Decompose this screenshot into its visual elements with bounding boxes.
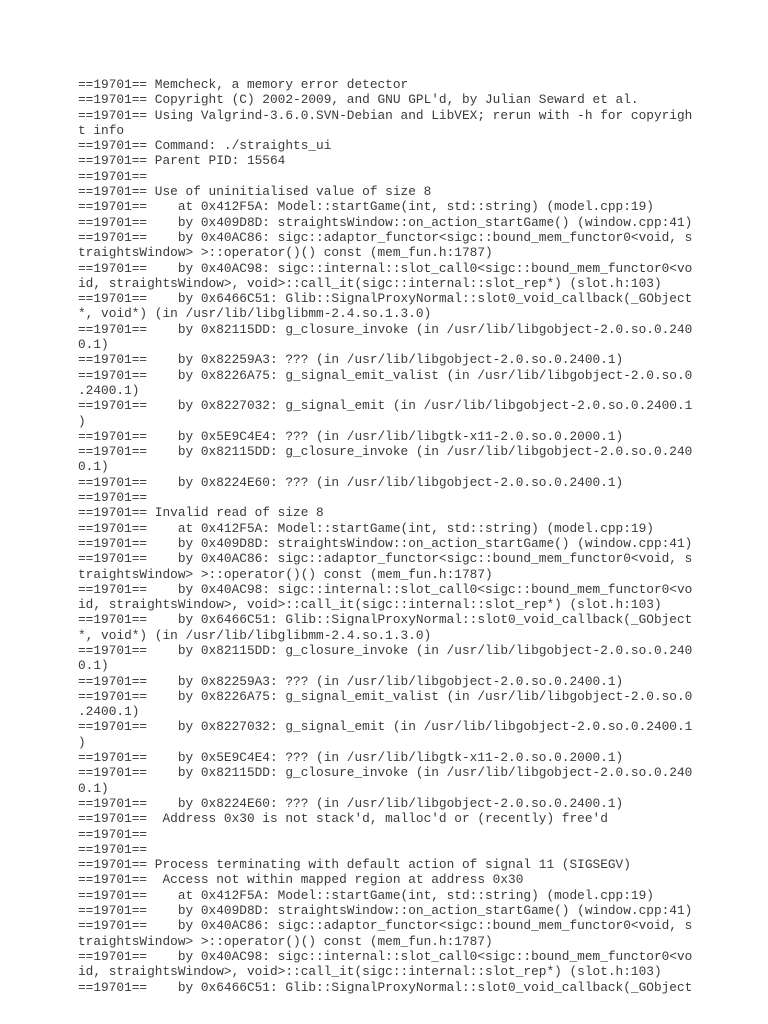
log-line: ==19701== Copyright (C) 2002-2009, and GNU GPL'd, by Julian Seward et al. [78,92,639,108]
log-line: traightsWindow> >::operator()() const (mem_fun.h:1787) [78,933,493,949]
log-line: ==19701== by 0x40AC86: sigc::adaptor_functor<sigc::bound_mem_functor0<void, s [78,229,693,245]
log-line: ==19701== by 0x6466C51: Glib::SignalProxyNormal::slot0_void_callback(_GObject [78,291,693,307]
log-line: ==19701== Address 0x30 is not stack'd, malloc'd or (recently) free'd [78,811,608,827]
log-line: id, straightsWindow>, void>::call_it(sigc::internal::slot_rep*) (slot.h:103) [78,964,662,980]
log-line: ==19701== by 0x6466C51: Glib::SignalProxyNormal::slot0_void_callback(_GObject [78,612,693,628]
log-line: ==19701== by 0x40AC98: sigc::internal::slot_call0<sigc::bound_mem_functor0<vo [78,260,693,276]
log-line: ==19701== at 0x412F5A: Model::startGame(int, std::string) (model.cpp:19) [78,520,654,536]
log-line: ==19701== Memcheck, a memory error detector [78,77,409,92]
log-line: ==19701== by 0x5E9C4E4: ??? (in /usr/lib/libgtk-x11-2.0.so.0.2000.1) [78,428,624,444]
log-line: ==19701== by 0x5E9C4E4: ??? (in /usr/lib/libgtk-x11-2.0.so.0.2000.1) [78,750,624,766]
log-line: ==19701== [78,841,148,857]
log-line: t info [78,122,125,138]
log-line: ==19701== by 0x409D8D: straightsWindow::on_action_startGame() (window.cpp:41) [78,903,693,919]
log-line: 0.1) [78,780,109,796]
log-line: *, void*) (in /usr/lib/libglibmm-2.4.so.1.3.0) [78,306,432,322]
log-line: ==19701== by 0x82259A3: ??? (in /usr/lib/libgobject-2.0.so.0.2400.1) [78,352,624,368]
log-line: 0.1) [78,337,109,353]
log-line: ==19701== by 0x82115DD: g_closure_invoke (in /usr/lib/libgobject-2.0.so.0.240 [78,642,693,658]
log-line: ==19701== at 0x412F5A: Model::startGame(int, std::string) (model.cpp:19) [78,887,654,903]
log-line: ==19701== by 0x6466C51: Glib::SignalProxyNormal::slot0_void_callback(_GObject [78,979,693,995]
log-line: ==19701== by 0x8227032: g_signal_emit (in /usr/lib/libgobject-2.0.so.0.2400.1 [78,398,693,414]
log-line: ==19701== Access not within mapped region at address 0x30 [78,872,524,888]
log-line: traightsWindow> >::operator()() const (mem_fun.h:1787) [78,566,493,582]
log-line: ==19701== [78,490,148,506]
log-line: ==19701== Use of uninitialised value of size 8 [78,184,432,200]
log-line: ==19701== by 0x8226A75: g_signal_emit_valist (in /usr/lib/libgobject-2.0.so.0 [78,367,693,383]
log-line: ) [78,413,86,429]
log-line: ==19701== by 0x409D8D: straightsWindow::on_action_startGame() (window.cpp:41) [78,535,693,551]
log-line: ==19701== by 0x40AC86: sigc::adaptor_functor<sigc::bound_mem_functor0<void, s [78,918,693,934]
log-line: ==19701== Invalid read of size 8 [78,505,324,521]
log-line: ==19701== Using Valgrind-3.6.0.SVN-Debian and LibVEX; rerun with -h for copyrigh [78,107,693,123]
log-line: .2400.1) [78,382,140,398]
log-line: ==19701== by 0x40AC98: sigc::internal::slot_call0<sigc::bound_mem_functor0<vo [78,948,693,964]
log-line: ==19701== [78,168,148,184]
log-line: .2400.1) [78,704,140,720]
log-line: ==19701== by 0x82115DD: g_closure_invoke (in /usr/lib/libgobject-2.0.so.0.240 [78,765,693,781]
log-line: ==19701== by 0x40AC98: sigc::internal::slot_call0<sigc::bound_mem_functor0<vo [78,581,693,597]
log-line: *, void*) (in /usr/lib/libglibmm-2.4.so.1.3.0) [78,627,432,643]
log-line: ==19701== at 0x412F5A: Model::startGame(int, std::string) (model.cpp:19) [78,199,654,215]
valgrind-log [78,77,698,995]
log-line: id, straightsWindow>, void>::call_it(sigc::internal::slot_rep*) (slot.h:103) [78,275,662,291]
log-line: ==19701== by 0x8224E60: ??? (in /usr/lib/libgobject-2.0.so.0.2400.1) [78,474,624,490]
log-line: ==19701== by 0x409D8D: straightsWindow::on_action_startGame() (window.cpp:41) [78,214,693,230]
log-line: id, straightsWindow>, void>::call_it(sigc::internal::slot_rep*) (slot.h:103) [78,597,662,613]
log-line: 0.1) [78,459,109,475]
log-line: ==19701== Parent PID: 15564 [78,153,286,169]
log-line: ==19701== by 0x8226A75: g_signal_emit_valist (in /usr/lib/libgobject-2.0.so.0 [78,688,693,704]
log-line: ==19701== by 0x40AC86: sigc::adaptor_functor<sigc::bound_mem_functor0<void, s [78,551,693,567]
log-line: ) [78,734,86,750]
log-line: ==19701== [78,826,148,842]
log-line: ==19701== Command: ./straights_ui [78,138,332,154]
log-line: 0.1) [78,658,109,674]
log-line: ==19701== by 0x8224E60: ??? (in /usr/lib/libgobject-2.0.so.0.2400.1) [78,795,624,811]
log-line: ==19701== Process terminating with default action of signal 11 (SIGSEGV) [78,857,631,873]
log-line: traightsWindow> >::operator()() const (mem_fun.h:1787) [78,245,493,261]
log-line: ==19701== by 0x82115DD: g_closure_invoke (in /usr/lib/libgobject-2.0.so.0.240 [78,444,693,460]
log-line: ==19701== by 0x82115DD: g_closure_invoke (in /usr/lib/libgobject-2.0.so.0.240 [78,321,693,337]
log-line: ==19701== by 0x8227032: g_signal_emit (in /usr/lib/libgobject-2.0.so.0.2400.1 [78,719,693,735]
log-line: ==19701== by 0x82259A3: ??? (in /usr/lib/libgobject-2.0.so.0.2400.1) [78,673,624,689]
